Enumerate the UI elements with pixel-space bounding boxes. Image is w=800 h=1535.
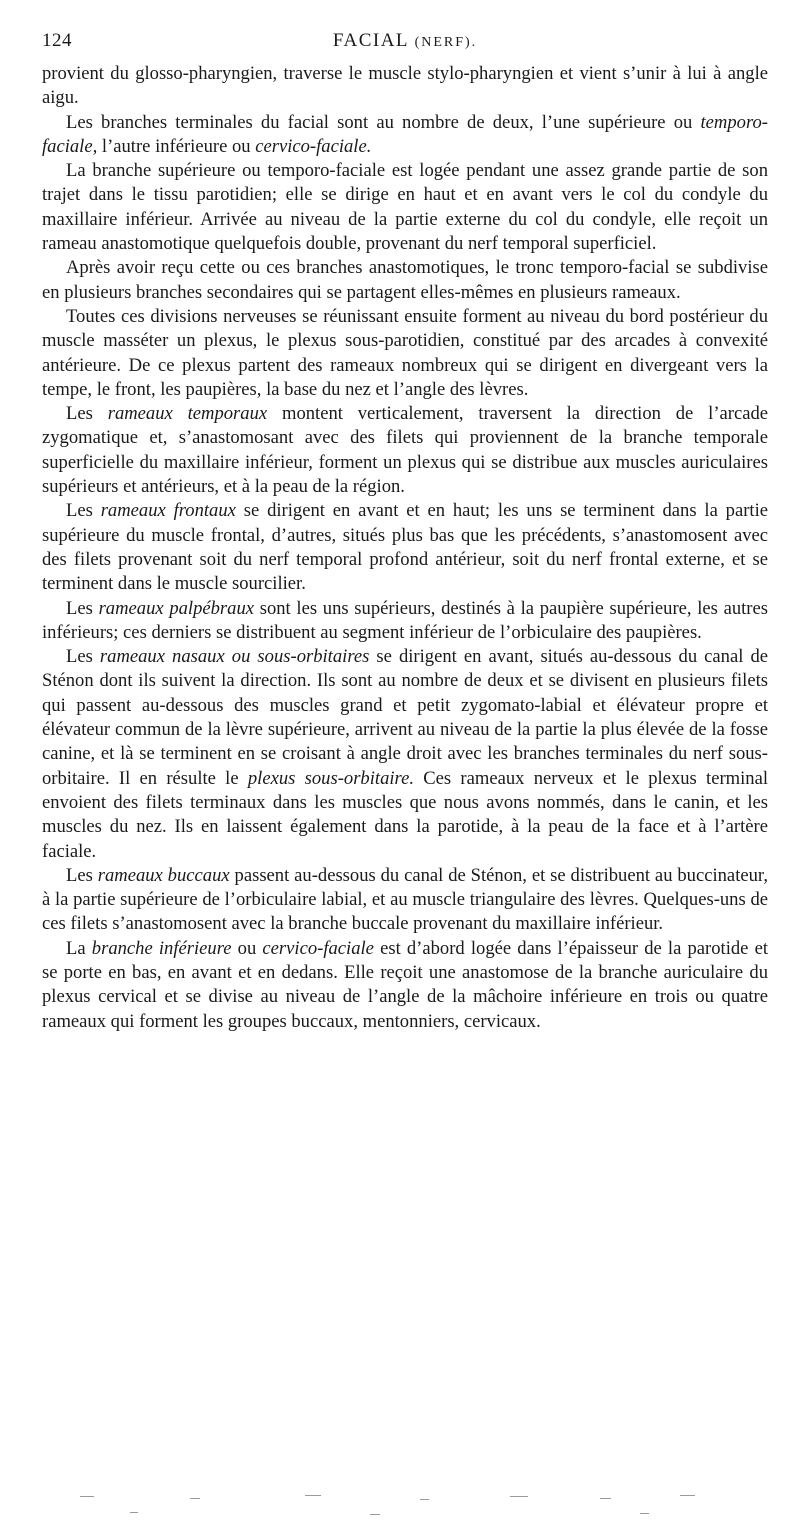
paragraph (42, 864, 768, 937)
book-page (42, 28, 768, 1034)
paragraph (42, 645, 768, 864)
italic-term: rameaux temporaux (107, 403, 268, 425)
running-head (42, 28, 768, 62)
text-run: passent au-dessous du canal de Sténon, et se distribuent au buccinateur, à la partie supérieure de l’orbiculaire labial, et au muscle triangulaire des lèvres. Quelques-uns de ces filets s’anastomosent avec la branche buccale provenant du maxillaire inférieur. (42, 864, 768, 935)
body-text (42, 62, 768, 1034)
text-run: Les branches terminales du facial sont au nombre de deux, l’une supérieure ou (66, 111, 701, 133)
text-run: La branche supérieure ou temporo-faciale est logée pendant une assez grande partie de son trajet dans le tissu parotidien; elle se dirige en haut et en avant vers le col du condyle du maxillaire inférieur. Arrivée au niveau de la partie externe du col du condyle, elle reçoit un rameau anastomotique quelquefois double, provenant du nerf temporal superficiel. (42, 160, 768, 255)
italic-term: temporo-faciale, (42, 111, 768, 157)
text-run: La (66, 937, 92, 959)
text-run: Après avoir reçu cette ou ces branches anastomotiques, le tronc temporo-facial se subdivise en plusieurs branches secondaires qui se partagent elles-mêmes en plusieurs rameaux. (42, 257, 768, 303)
text-run: se dirigent en avant et en haut; les uns se terminent dans la partie supérieure du muscle frontal, d’autres, situés plus bas que les précédents, s’anastomosent avec des filets provenant soit du nerf temporal profond antérieur, soit du nerf frontal externe, et se terminent dans le muscle sourcilier. (42, 500, 768, 595)
paragraph (42, 256, 768, 305)
italic-term: cervico-faciale. (255, 135, 372, 157)
paragraph (42, 402, 768, 499)
running-title-paren: (NERF). (414, 35, 478, 50)
text-run: se dirigent en avant, situés au-dessous du canal de Sténon dont ils suivent la direction. Ils sont au nombre de deux et se divisent en plusieurs filets qui passent au-dessous des muscles grand et petit zygomato-labial et élévateur propre et élévateur commun de la lèvre supérieure, arrivent au niveau de la partie la plus élevée de la fosse canine, et là se terminent en se croisant à angle droit avec les branches terminales du nerf sous-orbitaire. Il en résulte le (42, 646, 769, 789)
paragraph (42, 111, 768, 160)
italic-term: cervico-faciale (262, 937, 374, 959)
paragraph (42, 305, 768, 402)
text-run: Les (66, 403, 108, 425)
page-number: 124 (42, 30, 72, 51)
paragraph (42, 597, 768, 646)
text-run: Les (66, 646, 100, 668)
running-title-main: FACIAL (332, 30, 409, 51)
paragraph (42, 159, 768, 256)
italic-term: rameaux palpébraux (98, 597, 255, 619)
italic-term: rameaux frontaux (100, 500, 236, 522)
text-run: provient du glosso-pharyngien, traverse le muscle stylo-pharyngien et vient s’unir à lui à angle aigu. (42, 63, 768, 109)
text-run: sont les uns supérieurs, destinés à la paupière supérieure, les autres inférieurs; ces derniers se distribuent au segment inférieur de l’orbiculaire des paupières. (42, 597, 768, 643)
scan-specks (40, 1488, 760, 1518)
paragraph (42, 62, 768, 111)
text-run: Ces rameaux nerveux et le plexus terminal envoient des filets terminaux dans les muscles que nous avons nommés, dans le canin, et les muscles du nez. Ils en laissent également dans la parotide, à la peau de la face et à l’artère faciale. (42, 767, 768, 862)
running-title (42, 30, 768, 52)
paragraph (42, 937, 768, 1034)
text-run: Les (66, 597, 99, 619)
italic-term: rameaux buccaux (97, 864, 230, 886)
italic-term: rameaux nasaux ou sous-orbitaires (99, 646, 370, 668)
italic-term: plexus sous-orbitaire. (247, 767, 414, 789)
text-run: Les (66, 864, 98, 886)
text-run: ou (231, 937, 263, 959)
italic-term: branche inférieure (91, 937, 232, 959)
text-run: est d’abord logée dans l’épaisseur de la parotide et se porte en bas, en avant et en dedans. Elle reçoit une anastomose de la branche auriculaire du plexus cervical et se divise au niveau de l’angle de la mâchoire inférieure en trois ou quatre rameaux qui forment les groupes buccaux, mentonniers, cervicaux. (42, 937, 769, 1032)
text-run: montent verticalement, traversent la direction de l’arcade zygomatique et, s’anastomosant avec des filets qui proviennent de la branche temporale superficielle du maxillaire inférieur, forment un plexus qui se distribue aux muscles auriculaires supérieurs et antérieurs, et à la peau de la région. (42, 403, 769, 498)
text-run: Toutes ces divisions nerveuses se réunissant ensuite forment au niveau du bord postérieur du muscle masséter un plexus, le plexus sous-parotidien, constitué par des arcades à convexité antérieure. De ce plexus partent des rameaux nombreux qui se dirigent en divergeant vers la tempe, le front, les paupières, la base du nez et l’angle des lèvres. (42, 305, 768, 400)
text-run: Les (66, 500, 101, 522)
paragraph (42, 499, 768, 596)
text-run: l’autre inférieure ou (97, 135, 256, 157)
